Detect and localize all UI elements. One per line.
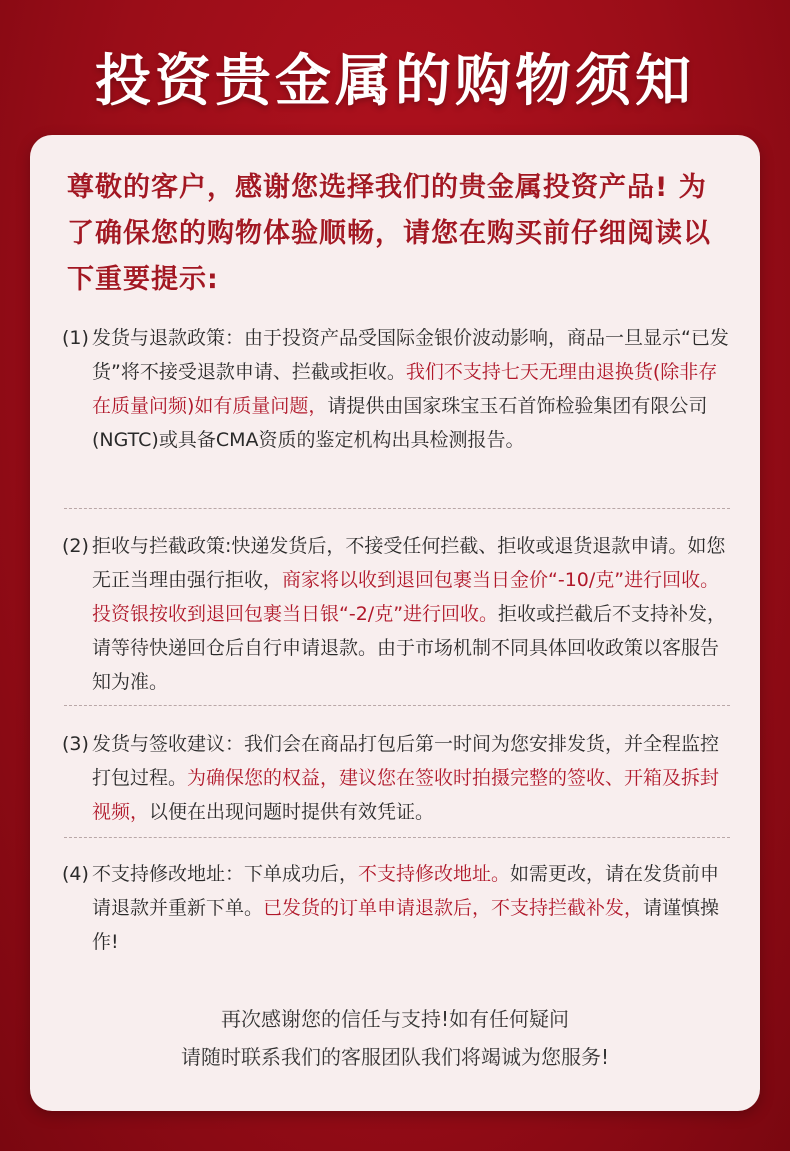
section-text	[92, 857, 734, 959]
section-text-highlight: 已发货的订单申请退款后，不支持拦截补发，	[263, 897, 644, 919]
section-text-highlight: 不支持修改地址。	[358, 863, 511, 885]
section-number: (3)	[62, 733, 89, 755]
footer-line-2: 请随时联系我们的客服团队我们将竭诚为您服务!	[180, 1045, 610, 1069]
section-reject-intercept	[62, 529, 734, 699]
divider	[64, 837, 730, 838]
section-address-change	[62, 857, 734, 959]
section-text	[92, 529, 734, 699]
section-delivery-advice	[62, 727, 734, 829]
page-title: 投资贵金属的购物须知	[95, 49, 695, 114]
section-text-part: 不支持修改地址：下单成功后，	[92, 863, 359, 885]
section-text-highlight: 我们不支持七天无理由退换货(除非存在质量问频)如有质量问题，	[92, 361, 718, 417]
section-text-part: 拒收或拦截后不支持补发，请等待快递回仓后自行申请退款。由于市场机制不同具体回收政策以客服告知为准。	[92, 603, 727, 693]
footer-line-1: 再次感谢您的信任与支持!如有任何疑问	[220, 1007, 570, 1031]
notice-card	[30, 135, 760, 1111]
section-text-highlight: 为确保您的权益，建议您在签收时拍摄完整的签收、开箱及拆封视频，	[92, 767, 720, 823]
intro-text: 尊敬的客户，感谢您选择我们的贵金属投资产品! 为了确保您的购物体验顺畅，请您在购买前仔细阅读以下重要提示:	[67, 172, 711, 295]
section-number: (4)	[62, 863, 89, 885]
section-shipping-refund	[62, 321, 734, 457]
section-text-part: 发货与退款政策：由于投资产品受国际金银价波动影响，商品一旦显示“已发货”将不接受退款申请、拦截或拒收。	[92, 327, 729, 383]
section-text	[92, 727, 734, 829]
divider	[64, 705, 730, 706]
section-text-part: 请提供由国家珠宝玉石首饰检验集团有限公司(NGTC)或具备CMA资质的鉴定机构出具检测报告。	[92, 395, 708, 451]
section-text-part: 请谨慎操作!	[92, 897, 720, 953]
divider	[64, 508, 730, 509]
section-number: (2)	[62, 535, 89, 557]
section-text-part: 如需更改，请在发货前申请退款并重新下单。	[92, 863, 720, 919]
section-text-part: 以便在出现问题时提供有效凭证。	[149, 801, 435, 823]
section-text-part: 拒收与拦截政策:快递发货后，不接受任何拦截、拒收或退货退款申请。如您无正当理由强行拒收，	[92, 535, 726, 591]
section-number: (1)	[62, 327, 89, 349]
section-text-part: 发货与签收建议：我们会在商品打包后第一时间为您安排发货，并全程监控打包过程。	[92, 733, 720, 789]
section-text-highlight: 商家将以收到退回包裹当日金价“-10/克”进行回收。投资银按收到退回包裹当日银“-2/克”进行回收。	[92, 569, 720, 625]
section-text	[92, 321, 734, 457]
